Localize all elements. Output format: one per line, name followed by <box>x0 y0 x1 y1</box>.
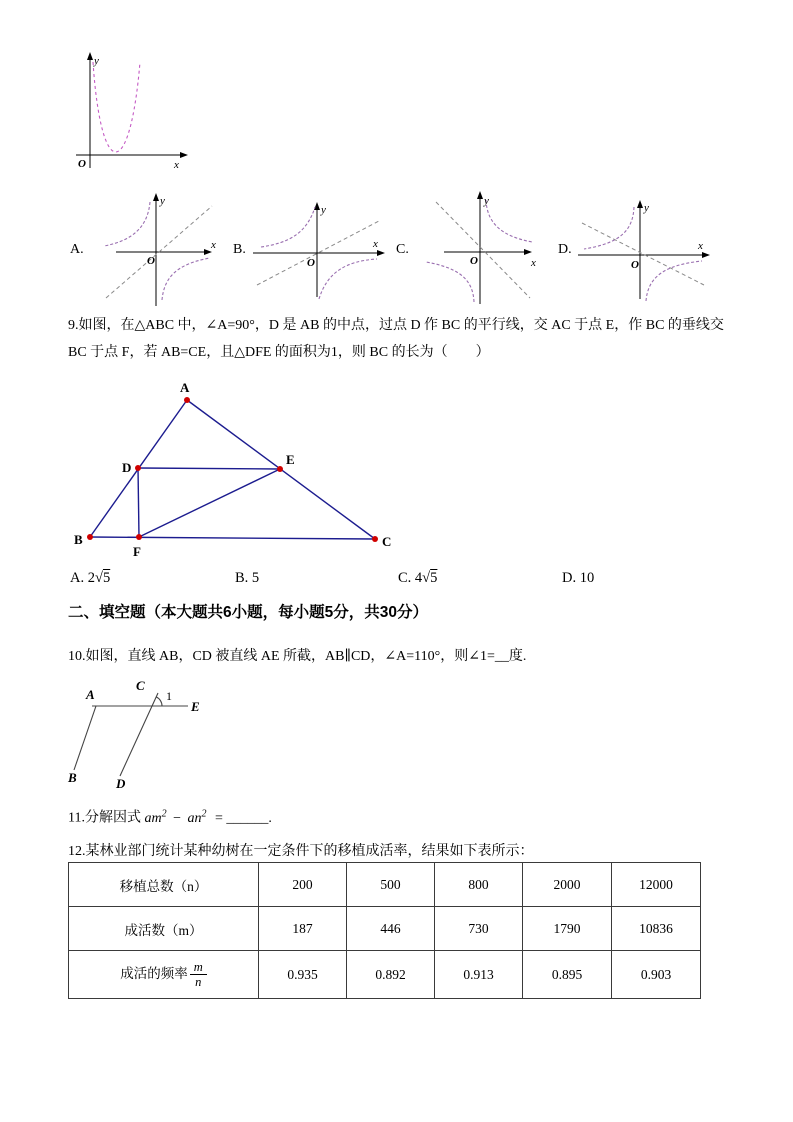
origin-label: O <box>307 257 315 269</box>
segment-bc <box>90 537 375 539</box>
table-cell: 0.903 <box>612 951 701 999</box>
label-c: C <box>382 534 392 549</box>
x-axis-arrow <box>702 252 710 258</box>
table-row-total <box>69 863 701 907</box>
survival-rate-table <box>68 862 701 999</box>
label-angle-1: 1 <box>166 689 172 703</box>
line-ab <box>74 706 96 770</box>
option-b-graph <box>249 193 389 311</box>
sqrt-radical: √5 <box>94 570 111 586</box>
question-10: 10.如图，直线 AB，CD 被直线 AE 所截，AB∥CD，∠A=110°，则∠1=__度. <box>68 649 527 664</box>
q9-option-b: B. 5 <box>235 570 260 586</box>
line-graph <box>436 202 530 298</box>
dot-e <box>277 466 283 472</box>
y-axis-arrow <box>87 52 93 60</box>
segment-ef <box>139 469 280 537</box>
y-axis-arrow <box>153 193 159 201</box>
dot-c <box>372 536 378 542</box>
origin-label: O <box>147 255 155 267</box>
sqrt-radical: √5 <box>422 570 438 586</box>
y-axis-label: y <box>94 55 99 67</box>
y-axis-arrow <box>477 191 483 199</box>
q9-option-a <box>70 570 110 587</box>
x-axis-label: x <box>373 238 378 250</box>
row1-header-cell: 移植总数（n） <box>69 863 259 907</box>
dot-b <box>87 534 93 540</box>
table-row-survived <box>69 907 701 951</box>
origin-label: O <box>631 259 639 271</box>
x-axis-label: x <box>531 257 536 269</box>
q11-term1: $am^2$ <box>144 808 167 826</box>
table-cell: 446 <box>347 907 435 951</box>
q11-term2: $an^2$ <box>187 808 207 826</box>
segment-de <box>138 468 280 469</box>
option-a-label: A. <box>70 242 84 257</box>
label-e: E <box>191 699 200 714</box>
option-b-label: B. <box>233 242 246 257</box>
label-a: A <box>180 382 190 395</box>
y-axis-label: y <box>644 202 649 214</box>
option-d-graph <box>574 193 714 311</box>
x-axis-arrow <box>180 152 188 158</box>
line-graph <box>582 223 704 285</box>
fraction-m-over-n: $\frac{m}{n}$ <box>190 960 207 990</box>
origin-label: O <box>78 158 86 170</box>
question-11 <box>68 800 272 832</box>
table-cell: 0.913 <box>435 951 523 999</box>
triangle-figure <box>72 382 402 564</box>
label-c: C <box>136 678 145 693</box>
q9-option-a-text: A. 2 <box>70 570 95 586</box>
dot-d <box>135 465 141 471</box>
table-cell: 0.895 <box>523 951 612 999</box>
label-f: F <box>133 544 141 559</box>
parabola-figure <box>68 50 198 190</box>
label-d: D <box>122 460 132 475</box>
x-axis-label: x <box>174 159 179 171</box>
table-cell: 800 <box>435 863 523 907</box>
q9-text-line2: BC 于点 F，若 AB=CE，且△DFE 的面积为1，则 BC 的长为（ ） <box>68 345 490 360</box>
table-cell: 1790 <box>523 907 612 951</box>
table-cell: 200 <box>259 863 347 907</box>
hyperbola-branch-2 <box>319 259 377 299</box>
segment-df <box>138 468 139 537</box>
table-row-frequency <box>69 951 701 999</box>
q9-option-c <box>398 570 437 587</box>
hyperbola-branch-1 <box>104 202 150 246</box>
row3-header-text: 成活的频率 <box>120 965 188 981</box>
row2-header-cell: 成活数（m） <box>69 907 259 951</box>
hyperbola-branch-2 <box>426 262 474 302</box>
label-a: A <box>86 687 95 702</box>
label-b: B <box>68 770 77 785</box>
angle-arc <box>156 697 162 706</box>
x-axis-label: x <box>211 239 216 251</box>
question-12: 12.某林业部门统计某种幼树在一定条件下的移植成活率，结果如下表所示： <box>68 844 534 859</box>
x-axis-arrow <box>524 249 532 255</box>
dot-a <box>184 397 190 403</box>
option-a-graph <box>86 190 226 310</box>
option-c-label: C. <box>396 242 409 257</box>
x-axis-arrow <box>377 250 385 256</box>
hyperbola-branch-1 <box>486 200 532 242</box>
q9-text-line1: 9.如图，在△ABC 中，∠A=90°，D 是 AB 的中点，过点 D 作 BC 的平行线，交 AC 于点 E，作 BC 的垂线交 <box>68 318 724 333</box>
q11-blank: = ______. <box>215 810 272 826</box>
table-cell: 730 <box>435 907 523 951</box>
hyperbola-branch-1 <box>261 207 315 247</box>
q9-option-c-text: C. 4 <box>398 570 423 586</box>
x-axis-label: x <box>698 240 703 252</box>
triangle-lines <box>90 400 375 539</box>
label-d: D <box>116 776 126 790</box>
q9-option-d: D. 10 <box>562 570 595 586</box>
table-cell: 0.935 <box>259 951 347 999</box>
option-d-label: D. <box>558 242 572 257</box>
table-cell: 0.892 <box>347 951 435 999</box>
option-c-graph <box>410 190 546 310</box>
table-cell: 10836 <box>612 907 701 951</box>
label-e: E <box>286 452 295 467</box>
label-b: B <box>74 532 83 547</box>
hyperbola-branch-2 <box>646 261 702 301</box>
origin-label: O <box>470 255 478 267</box>
y-axis-label: y <box>160 195 165 207</box>
y-axis-arrow <box>637 200 643 208</box>
row3-header-cell <box>69 951 259 999</box>
q11-minus-sign: − <box>173 810 182 826</box>
table-cell: 12000 <box>612 863 701 907</box>
y-axis-label: y <box>484 195 489 207</box>
y-axis-label: y <box>321 204 326 216</box>
hyperbola-branch-2 <box>162 258 210 300</box>
table-cell: 187 <box>259 907 347 951</box>
q11-text: 11.分解因式 <box>68 810 141 826</box>
parabola-curve <box>93 62 140 152</box>
parallel-lines-figure <box>60 668 210 790</box>
section-2-title: 二、填空题（本大题共6小题，每小题5分，共30分） <box>68 604 428 621</box>
table-cell: 2000 <box>523 863 612 907</box>
figure-lines <box>74 693 188 776</box>
question-9 <box>68 312 733 366</box>
table-cell: 500 <box>347 863 435 907</box>
dot-f <box>136 534 142 540</box>
